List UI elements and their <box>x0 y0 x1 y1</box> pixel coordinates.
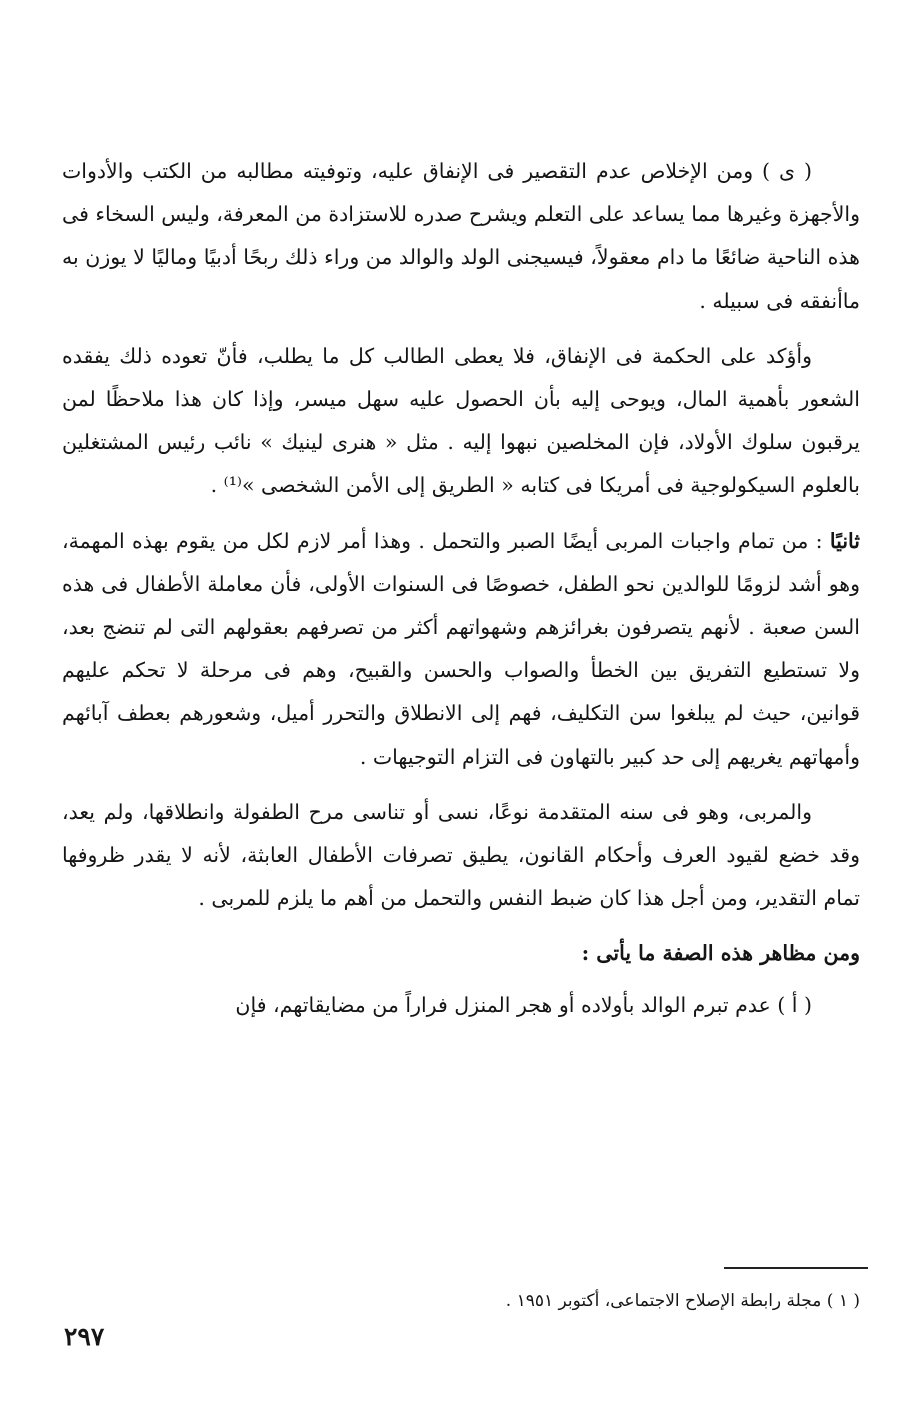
footnote: ( ١ ) مجلة رابطة الإصلاح الاجتماعى، أكتوبر ١٩٥١ . <box>505 1291 860 1311</box>
footnote-divider <box>724 1267 868 1269</box>
paragraph-patience-text: : من تمام واجبات المربى أيضًا الصبر والتحمل . وهذا أمر لازم لكل من يقوم بهذه المهمة، وهو أشد لزومًا للوالدين نحو الطفل، خصوصًا فى السنوات الأولى، فأن معاملة الأطفال فى هذه السن صعبة . لأنهم يتصرفون بغرائزهم وشهواتهم أكثر من تصرفهم بعقولهم التى لم تنضج بعد، ولا تستطيع التفريق بين الخطأ والصواب والحسن والقبيح، وهم فى مرحلة لا تحكم عليهم قوانين، حيث لم يبلغوا سن التكليف، فهم إلى الانطلاق والتحرر أميل، وشعورهم بعطف آبائهم وأمهاتهم يغريهم إلى حد كبير بالتهاون فى التزام التوجيهات . <box>62 528 860 769</box>
paragraph-educator: والمربى، وهو فى سنه المتقدمة نوعًا، نسى أو تناسى مرح الطفولة وانطلاقها، ولم يعد، وقد خضع لقيود العرف وأحكام القانون، يطيق تصرفات الأطفال العابثة، لأنه لا يقدر ظروفها تمام التقدير، ومن أجل هذا كان ضبط النفس والتحمل من أهم ما يلزم للمربى . <box>62 799 860 911</box>
section-heading: ومن مظاهر هذه الصفة ما يأتى : <box>581 941 860 966</box>
paragraph-wisdom-in-spending: وأؤكد على الحكمة فى الإنفاق، فلا يعطى الطالب كل ما يطلب، فأنّ تعوده ذلك يفقده الشعور بأهمية المال، ويوحى إليه بأن الحصول عليه سهل ميسر، وإذا كان هذا ملاحظًا لمن يرقبون سلوك الأولاد، فإن المخلصين نبهوا إليه . مثل « هنرى لينيك » نائب رئيس المشتغلين بالعلوم السيكولوجية فى أمريكا فى كتابه « الطريق إلى الأمن الشخصى »⁽¹⁾ . <box>62 343 860 498</box>
paragraph-list-item-a: ( أ ) عدم تبرم الوالد بأولاده أو هجر المنزل فراراً من مضايقاتهم، فإن <box>235 992 812 1017</box>
paragraph-patience <box>62 520 860 779</box>
paragraph-spending: ( ى ) ومن الإخلاص عدم التقصير فى الإنفاق عليه، وتوفيته مطالبه من الكتب والأدوات والأجهزة وغيرها مما يساعد على التعلم ويشرح صدره للاستزادة من المعرفة، وليس السخاء فى هذه الناحية ضائعًا ما دام معقولاً، فيسيجنى الولد والوالد من وراء ذلك ربحًا أدبيًا وماليًا لا يوزن به ماأنفقه فى سبيله . <box>62 159 860 313</box>
paragraph-lead: ثانيًا <box>829 528 860 553</box>
page-number: ٢٩٧ <box>64 1322 105 1351</box>
main-text <box>62 150 860 1039</box>
